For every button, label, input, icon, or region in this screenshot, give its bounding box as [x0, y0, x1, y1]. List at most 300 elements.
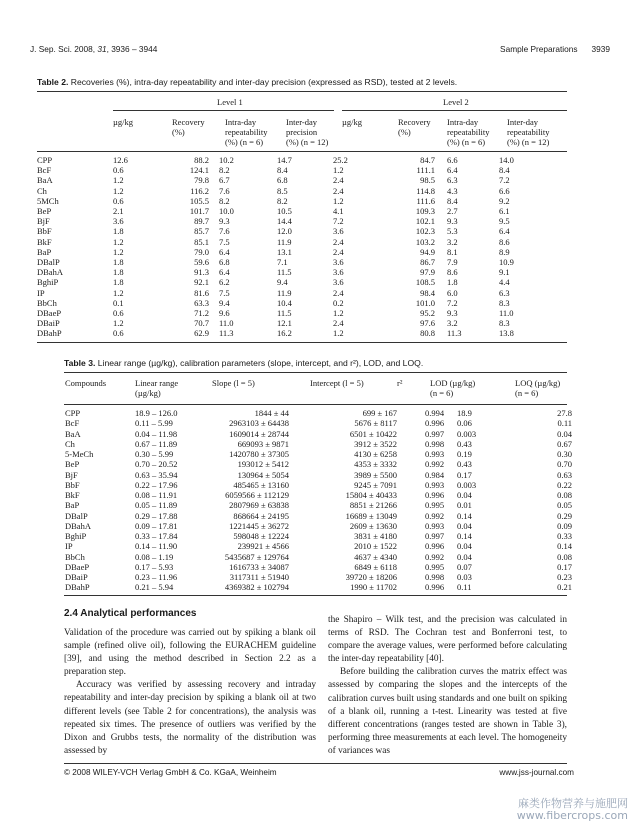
table-cell: 10.9	[499, 257, 514, 268]
table-cell: 5.3	[447, 226, 458, 237]
table-cell: Ch	[65, 438, 75, 449]
table-cell: BcF	[37, 165, 52, 176]
table-cell: 0.14	[457, 510, 472, 521]
table2-col-header	[172, 117, 205, 137]
table-cell: 12.1	[277, 318, 292, 329]
table-cell: 81.6	[194, 287, 209, 298]
left-column	[64, 627, 316, 758]
table-cell: 0.14	[457, 531, 472, 541]
table2	[37, 155, 559, 339]
table-cell: 11.5	[277, 308, 292, 319]
table-cell: 868664 ± 24195	[233, 510, 289, 521]
table2-col-header-line: Intra-day	[225, 117, 257, 127]
table-cell: 2.4	[333, 246, 344, 257]
table-row	[65, 459, 590, 469]
table-cell: 1.2	[113, 246, 124, 257]
table-row	[37, 308, 559, 318]
table2-col-header	[507, 117, 549, 148]
table-cell: 0.22	[557, 479, 572, 490]
table-cell: 13.1	[277, 246, 292, 257]
table-cell: BaA	[65, 428, 81, 439]
table-cell: 8851 ± 21266	[349, 500, 397, 511]
table-cell: 0.01	[457, 500, 472, 511]
table-cell: 485465 ± 13160	[233, 479, 289, 490]
table-row	[65, 562, 590, 572]
right-column	[328, 614, 567, 758]
table-cell: 97.6	[420, 318, 435, 329]
table2-col-header-line: Inter-day	[286, 117, 317, 127]
left-paragraph-2: Accuracy was verified by assessing recovery and intraday repeatability and inter-day precision by spiking a blank oil at two different levels (see Table 2 for concentrations), the analysis was repeated six times. The presence of outliers was verified by the Dixon and Grubbs tests, the normality of the distribution was assessed by	[64, 680, 316, 756]
table-cell: 0.997	[425, 428, 445, 439]
table3-col-header	[397, 378, 402, 388]
table-cell: DBahA	[37, 267, 63, 278]
table-row	[37, 196, 559, 206]
table-cell: 0.22 – 17.96	[135, 479, 178, 490]
table-cell: 11.5	[277, 267, 292, 278]
table-row	[65, 572, 590, 582]
table-cell: CPP	[37, 155, 53, 165]
table-cell: 1990 ± 11702	[350, 582, 397, 593]
table-cell: 70.7	[194, 318, 209, 329]
table-cell: 0.43	[457, 459, 472, 470]
table-row	[37, 216, 559, 226]
table3-col-header-line: Compounds	[65, 378, 107, 388]
table-cell: 1616733 ± 34087	[229, 561, 289, 572]
table-cell: 0.14	[557, 541, 572, 552]
table-cell: 6.2	[219, 277, 230, 288]
table2-col-header-line: Recovery	[398, 117, 431, 127]
table-cell: 14.4	[277, 216, 292, 227]
table-cell: 1420780 ± 37305	[229, 449, 289, 459]
table-cell: 12.6	[113, 155, 128, 165]
table-cell: 0.08	[557, 551, 572, 562]
table2-level1-rule	[113, 110, 334, 111]
table2-top-rule	[37, 91, 567, 92]
table-cell: 6.4	[219, 267, 230, 278]
table-cell: BaA	[37, 175, 53, 186]
table-cell: 3.6	[333, 267, 344, 278]
table-cell: 6849 ± 6118	[354, 561, 397, 572]
table-cell: 8.3	[499, 297, 510, 308]
table-row	[65, 552, 590, 562]
table-cell: 114.8	[416, 185, 435, 196]
table-row	[65, 418, 590, 428]
table-cell: 1.8	[113, 267, 124, 278]
table-cell: 8.6	[447, 267, 458, 278]
table-cell: 0.63 – 35.94	[135, 469, 178, 480]
table-cell: IP	[37, 287, 45, 298]
table-cell: BkF	[65, 490, 80, 500]
table-cell: 3.6	[333, 257, 344, 268]
table-cell: 1.8	[447, 277, 458, 288]
table-cell: 0.03	[457, 572, 472, 582]
table-cell: DBaiP	[65, 572, 88, 582]
table-cell: 1.2	[113, 185, 124, 196]
table-cell: 2807969 ± 63838	[229, 500, 289, 511]
table3-caption	[64, 358, 423, 369]
copyright-notice: © 2008 WILEY-VCH Verlag GmbH & Co. KGaA, Weinheim	[64, 768, 277, 777]
table3-col-header-line: Intercept (l = 5)	[310, 378, 364, 388]
right-paragraph-1: the Shapiro – Wilk test, and the precision was calculated in terms of RSD. The Cochran test and Bonferroni test, to compare the average values, were performed before calculating the inter-day repeatability [40].	[328, 615, 567, 665]
table-cell: 79.0	[194, 246, 209, 257]
table-cell: 8.5	[277, 185, 288, 196]
table-cell: 0.08	[557, 490, 572, 500]
table-cell: 0.70	[557, 459, 572, 470]
table-cell: 3.6	[113, 216, 124, 227]
table-cell: DBaeP	[37, 308, 62, 319]
table-cell: BjF	[37, 216, 50, 227]
table-cell: 3831 ± 4180	[354, 531, 397, 541]
table-cell: 0.21	[557, 582, 572, 593]
table3-top-rule	[64, 372, 567, 373]
table-row	[65, 480, 590, 490]
table-cell: 102.3	[415, 226, 435, 237]
table-cell: 5MCh	[37, 195, 59, 206]
table-cell: 699 ± 167	[362, 408, 397, 418]
table-cell: 0.08 – 11.91	[135, 490, 178, 500]
table-cell: 4369382 ± 102794	[224, 582, 289, 593]
table-cell: 1.2	[333, 308, 344, 319]
watermark	[517, 798, 628, 822]
table-cell: 0.992	[425, 551, 445, 562]
table-cell: 1.2	[113, 236, 124, 247]
table-cell: 0.992	[425, 459, 445, 470]
table2-col-header-line: repeatability	[447, 127, 490, 138]
table-cell: 3.6	[333, 226, 344, 237]
section-name: Sample Preparations	[500, 44, 578, 54]
table-cell: BbCh	[37, 297, 57, 308]
table2-col-header	[447, 117, 489, 148]
table-cell: 6501 ± 10422	[349, 428, 397, 439]
table-cell: 39720 ± 18206	[345, 572, 397, 582]
table-cell: 0.998	[425, 438, 445, 449]
table-cell: 9.3	[447, 216, 458, 227]
table-cell: 7.5	[219, 287, 230, 298]
table-cell: 0.43	[457, 438, 472, 449]
table-cell: 6.6	[499, 185, 510, 196]
table2-col-header-line: (%) (n = 6)	[447, 137, 486, 148]
table-cell: 0.996	[425, 418, 445, 429]
table-cell: 193012 ± 5412	[237, 459, 289, 470]
table-cell: 0.23 – 11.96	[135, 572, 178, 582]
table-cell: 101.7	[189, 206, 209, 217]
table2-col-header-line: Inter-day	[507, 117, 538, 127]
journal-reference	[30, 44, 157, 54]
table-cell: 0.995	[425, 561, 445, 572]
table-cell: 7.2	[499, 175, 510, 186]
table-cell: 8.2	[277, 195, 288, 206]
table3-caption-text: Linear range (µg/kg), calibration parameters (slope, intercept, and r²), LOD, and LOQ.	[95, 358, 424, 368]
table-cell: 0.11	[557, 418, 572, 429]
table-cell: 0.21 – 5.94	[135, 582, 174, 593]
journal-pages: , 3936 – 3944	[106, 44, 158, 54]
table-cell: DBalP	[65, 510, 88, 521]
table-cell: 10.2	[219, 155, 234, 165]
table3-col-header-line: Linear range	[135, 378, 179, 388]
table-row	[37, 328, 559, 338]
table-cell: 1.2	[113, 318, 124, 329]
table-row	[37, 206, 559, 216]
table-cell: 7.6	[219, 226, 230, 237]
table-cell: 0.003	[457, 428, 477, 439]
table-cell: 0.14 – 11.90	[135, 541, 178, 552]
table-cell: 3.2	[447, 318, 458, 329]
table-cell: 25.2	[333, 155, 348, 165]
table-cell: 0.19	[457, 449, 472, 459]
table-cell: 4130 ± 6258	[354, 449, 397, 459]
table3-caption-label: Table 3.	[64, 358, 96, 368]
table-cell: 4353 ± 3332	[354, 459, 397, 470]
table-cell: BkF	[37, 236, 52, 247]
table-cell: 0.29	[557, 510, 572, 521]
table-row	[65, 511, 590, 521]
table-cell: 8.4	[447, 195, 458, 206]
table3	[65, 408, 590, 593]
table-cell: 0.993	[425, 479, 445, 490]
table-cell: DBahP	[65, 582, 90, 593]
table-row	[37, 165, 559, 175]
table-cell: BaP	[37, 246, 52, 257]
table-cell: BaP	[65, 500, 80, 511]
table-cell: 7.1	[277, 257, 288, 268]
table-cell: 111.6	[416, 195, 435, 206]
table-cell: 3.6	[333, 277, 344, 288]
table-cell: 9.1	[499, 267, 510, 278]
table-cell: 11.0	[499, 308, 514, 319]
table-cell: 0.1	[113, 297, 124, 308]
table-cell: 8.4	[277, 165, 288, 176]
table-cell: 6.3	[499, 287, 510, 298]
table-cell: 101.0	[415, 297, 435, 308]
table-cell: DBahA	[65, 520, 91, 531]
table-cell: 11.3	[447, 328, 462, 339]
table-cell: 4.3	[447, 185, 458, 196]
table-cell: 0.984	[425, 469, 445, 480]
table-cell: 10.5	[277, 206, 292, 217]
table3-col-header-line: r²	[397, 378, 403, 388]
table-cell: 91.3	[194, 267, 209, 278]
table-cell: 116.2	[190, 185, 209, 196]
table-cell: 9245 ± 7091	[354, 479, 397, 490]
table-cell: 0.993	[425, 449, 445, 459]
table-cell: 5676 ± 8117	[354, 418, 397, 429]
table-cell: 0.996	[425, 490, 445, 500]
table-cell: 0.33 – 17.84	[135, 531, 178, 541]
table-row	[65, 439, 590, 449]
table-cell: 6059566 ± 112129	[225, 490, 289, 500]
header-right	[486, 44, 610, 54]
table-cell: 2.4	[333, 236, 344, 247]
table-cell: 0.06	[457, 418, 472, 429]
table-cell: 59.6	[194, 257, 209, 268]
table-cell: 0.6	[113, 195, 124, 206]
table-cell: 9.6	[219, 308, 230, 319]
table-cell: 0.6	[113, 165, 124, 176]
table-cell: 8.3	[499, 318, 510, 329]
table-cell: 63.3	[194, 297, 209, 308]
table-cell: 0.992	[425, 510, 445, 521]
table-cell: 2.4	[333, 287, 344, 298]
table-cell: 8.4	[499, 165, 510, 176]
table-cell: 0.995	[425, 500, 445, 511]
table-cell: 0.04	[457, 551, 472, 562]
table-cell: 0.04	[457, 541, 472, 552]
table-cell: 1.8	[113, 257, 124, 268]
table-cell: 2963103 ± 64438	[229, 418, 289, 429]
table2-caption-text: Recoveries (%), intra-day repeatability and inter-day precision (expressed as RSD), tested at 2 levels.	[68, 77, 458, 87]
table3-col-header-line: (µg/kg)	[135, 388, 161, 399]
table-cell: 7.9	[447, 257, 458, 268]
table-cell: 111.1	[416, 165, 435, 176]
table-cell: 14.7	[277, 155, 292, 165]
journal-ref-prefix: J. Sep. Sci. 2008,	[30, 44, 98, 54]
table2-col-header	[398, 117, 431, 137]
table-cell: 8.6	[499, 236, 510, 247]
table-cell: 89.7	[194, 216, 209, 227]
table-cell: BcF	[65, 418, 80, 429]
table-cell: 6.6	[447, 155, 458, 165]
table-row	[65, 500, 590, 510]
table-cell: 86.7	[420, 257, 435, 268]
table-row	[65, 531, 590, 541]
table2-level2-label: Level 2	[443, 97, 469, 107]
table-cell: 1.2	[113, 175, 124, 186]
table-cell: 3912 ± 3522	[354, 438, 397, 449]
table2-col-header-line: repeatability	[225, 127, 268, 138]
table2-col-header-line: (%) (n = 12)	[286, 137, 329, 148]
table-row	[37, 277, 559, 287]
table-cell: BbF	[37, 226, 52, 237]
table-cell: 15804 ± 40433	[345, 490, 397, 500]
table3-header-rule	[64, 404, 567, 405]
right-paragraph-2: Before building the calibration curves the matrix effect was assessed by comparing the slopes and the intercepts of the calibration curves built using standards and one built on spiking of a blank oil, running a t-test. Linearity was tested at five different concentrations (ranges tested are shown in Table 3), performing three measurements at each level. The homogeneity of variances was	[328, 667, 567, 756]
table-cell: 7.2	[333, 216, 344, 227]
table2-col-header	[342, 117, 362, 127]
table-cell: 6.4	[447, 165, 458, 176]
table-cell: 1.2	[333, 165, 344, 176]
table-cell: 6.0	[447, 287, 458, 298]
table-cell: 98.4	[420, 287, 435, 298]
table-row	[37, 186, 559, 196]
table-cell: 6.8	[219, 257, 230, 268]
journal-url[interactable]: www.jss-journal.com	[499, 768, 574, 777]
table-cell: 239921 ± 4566	[237, 541, 289, 552]
table-cell: 80.8	[420, 328, 435, 339]
table-cell: 0.07	[457, 561, 472, 572]
table3-col-header-line: LOD (µg/kg)	[430, 378, 476, 388]
table-cell: BghiP	[37, 277, 59, 288]
table-cell: DBaeP	[65, 561, 90, 572]
table-row	[37, 247, 559, 257]
table-cell: 0.17	[457, 469, 472, 480]
table-cell: 79.8	[194, 175, 209, 186]
table3-col-header	[430, 378, 475, 398]
table-cell: 2.4	[333, 185, 344, 196]
table-row	[37, 298, 559, 308]
table-cell: 2.1	[113, 206, 124, 217]
table-cell: 0.05	[557, 500, 572, 511]
watermark-line-1: 麻类作物营养与施肥网	[518, 797, 628, 810]
table-row	[65, 429, 590, 439]
table-cell: 97.9	[420, 267, 435, 278]
table-cell: 1221445 ± 36272	[229, 520, 289, 531]
table-cell: 0.17 – 5.93	[135, 561, 174, 572]
table-row	[37, 155, 559, 165]
table-row	[37, 175, 559, 185]
table-cell: 0.993	[425, 520, 445, 531]
table-row	[37, 318, 559, 328]
table-cell: 9.5	[499, 216, 510, 227]
table-cell: 0.30 – 5.99	[135, 449, 174, 459]
table-cell: 62.9	[194, 328, 209, 339]
table-cell: 8.1	[447, 246, 458, 257]
table-cell: 16.2	[277, 328, 292, 339]
table3-col-header-line: Slope (l = 5)	[212, 378, 255, 388]
table-cell: 0.6	[113, 308, 124, 319]
table-cell: 0.33	[557, 531, 572, 541]
table-cell: 1.8	[113, 277, 124, 288]
table-cell: 1.2	[113, 287, 124, 298]
table-cell: 4.4	[499, 277, 510, 288]
table-cell: 7.6	[219, 185, 230, 196]
table-cell: 3989 ± 5500	[354, 469, 397, 480]
footer-rule	[64, 763, 567, 764]
table-cell: 0.996	[425, 582, 445, 593]
table-row	[65, 582, 590, 592]
table2-level2-rule	[342, 110, 567, 111]
table3-col-header	[135, 378, 178, 398]
table-cell: 1844 ± 44	[254, 408, 289, 418]
table-cell: Ch	[37, 185, 47, 196]
table2-col-header	[286, 117, 328, 148]
table2-col-header-line: (%)	[398, 127, 411, 138]
table-cell: DBaiP	[37, 318, 60, 329]
table-cell: 6.4	[219, 246, 230, 257]
table-cell: 2.4	[333, 318, 344, 329]
left-paragraph-1: Validation of the procedure was carried out by spiking a blank oil sample (refined olive oil), following the EURACHEM guideline [39], and using the method described in Section 2.2 as a preparation step.	[64, 628, 316, 678]
table-cell: 0.05 – 11.89	[135, 500, 178, 511]
table-cell: 4.1	[333, 206, 344, 217]
table-cell: 7.2	[447, 297, 458, 308]
table-cell: 103.2	[415, 236, 435, 247]
table-cell: 14.0	[499, 155, 514, 165]
table-cell: 2.4	[333, 175, 344, 186]
table-cell: 13.8	[499, 328, 514, 339]
table-cell: 0.09 – 17.81	[135, 520, 178, 531]
table2-col-header-line: (%) (n = 12)	[507, 137, 550, 148]
table3-col-header	[212, 378, 255, 388]
table-cell: 7.5	[219, 236, 230, 247]
table-cell: 0.17	[557, 561, 572, 572]
table2-header-rule	[37, 151, 567, 152]
table-cell: 6.4	[499, 226, 510, 237]
table-cell: BeP	[37, 206, 52, 217]
table-cell: 9.4	[277, 277, 288, 288]
table2-level1-label: Level 1	[217, 97, 243, 107]
table3-col-header	[515, 378, 560, 398]
table-row	[37, 288, 559, 298]
table-cell: 16689 ± 13049	[345, 510, 397, 521]
table-row	[65, 408, 590, 418]
table-cell: 85.1	[194, 236, 209, 247]
table-cell: 71.2	[194, 308, 209, 319]
table-cell: 5435687 ± 129764	[224, 551, 289, 562]
page-number: 3939	[591, 44, 610, 54]
table-cell: 88.2	[194, 155, 209, 165]
table2-bottom-rule	[37, 342, 567, 343]
table2-col-header-line: Recovery	[172, 117, 205, 127]
table-cell: 0.04 – 11.98	[135, 428, 178, 439]
